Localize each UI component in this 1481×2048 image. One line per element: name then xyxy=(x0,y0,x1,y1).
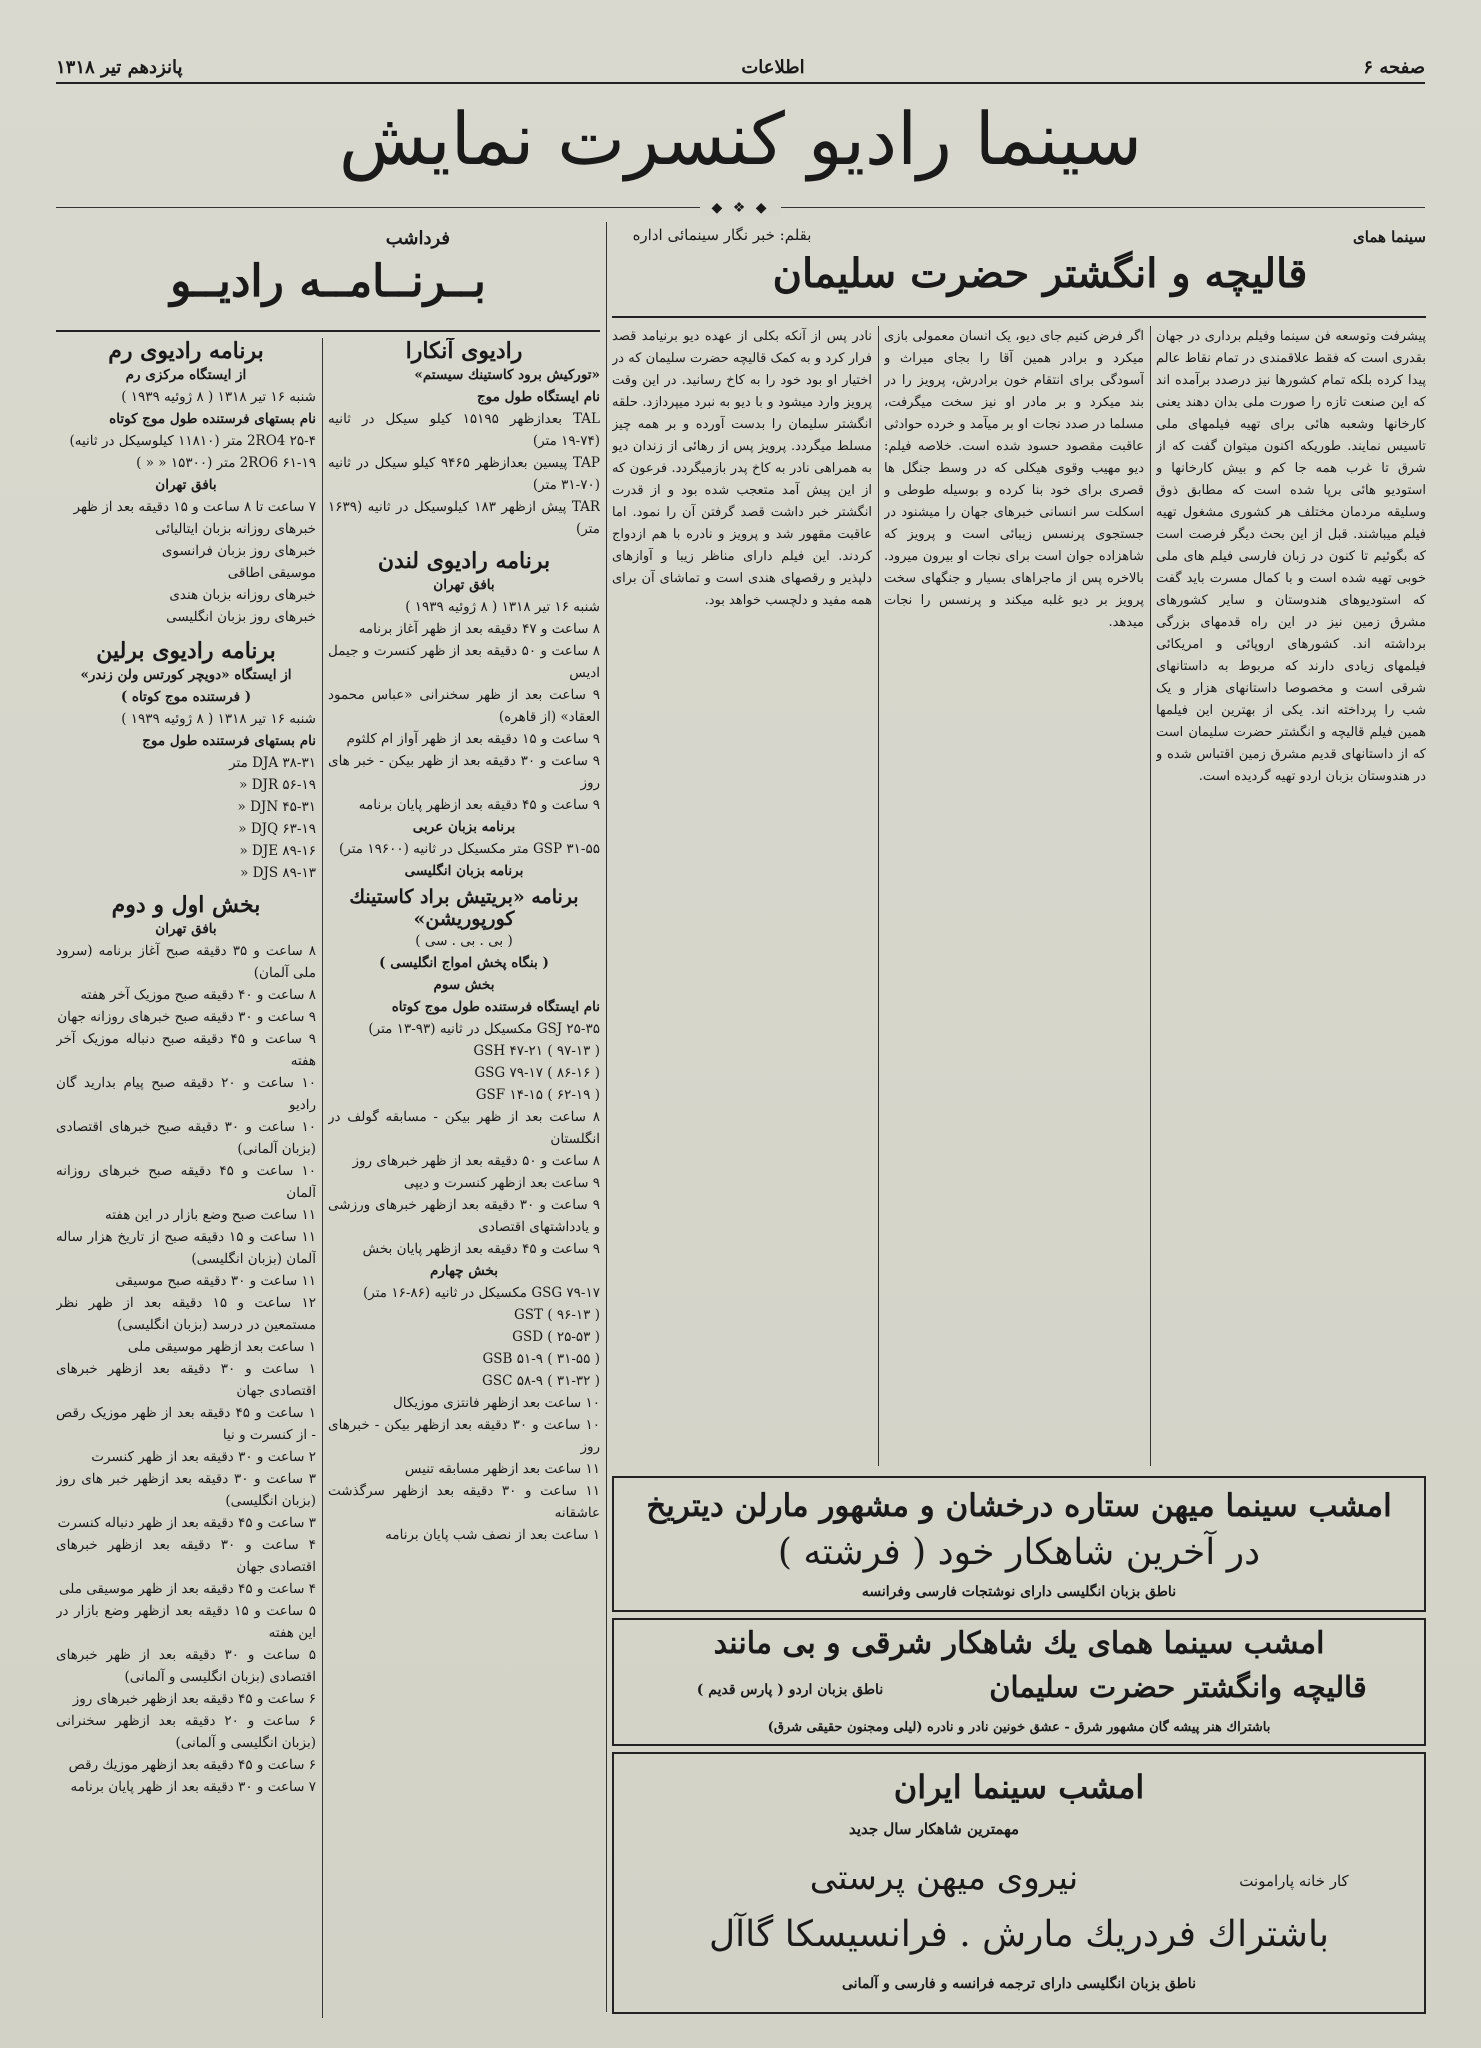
page-number: صفحه ۶ xyxy=(1363,57,1425,78)
ad3-film: نیروی میهن پرستی xyxy=(809,1858,1079,1898)
berlin-program-row: ۹ ساعت و ۳۰ دقیقه صبح خبرهای روزانه جهان xyxy=(57,1009,316,1025)
berlin-program-row: ۶ ساعت و ۲۰ دقیقه بعد ازظهر سخنرانی (بزبان انگلیسی و آلمانی) xyxy=(56,1713,316,1751)
berlin-program-row: ۷ ساعت و ۳۰ دقیقه بعد از ظهر پایان برنامه xyxy=(70,1779,316,1795)
ankara-station-row: TAR پیش ازظهر ۱۸۳ کیلوسیکل در ثانیه (۱۶۳۹ متر) xyxy=(328,499,600,537)
london-arabic: برنامه بزبان عربی xyxy=(412,819,516,835)
bbc-station-row: GSB ۵۱-۹ ( ۳۱-۵۵ ) xyxy=(482,1351,600,1367)
berlin-program-row: ۶ ساعت و ۴۵ دقیقه بعد ازظهر خبرهای روز xyxy=(72,1691,316,1707)
berlin-program-row: ۵ ساعت و ۳۰ دقیقه بعد از ظهر خبرهای اقتصادی (بزبان انگلیسی و آلمانی) xyxy=(56,1647,316,1685)
page-header xyxy=(56,48,1425,84)
radio-header xyxy=(56,226,600,326)
ad1-headline: امشب سینما میهن ستاره درخشان و مشهور مارلن دیتریخ xyxy=(646,1488,1392,1524)
rome-program-row: خبرهای روز بزبان انگلیسی xyxy=(166,609,316,625)
parts-title: بخش اول و دوم xyxy=(111,892,261,918)
bbc-sub1: ( بی . بی . سی ) xyxy=(415,933,513,949)
article-column-1: پیشرفت وتوسعه فن سینما وفیلم برداری در جهان بقدری است که فقط علاقمندی در تمام نقاط عالم پیدا کرده بلکه تمام کشورها نیز درصدد برآمده اند که این صنعت تازه را صورت ملی بدان دهند یعنی کارخانها وشعبه هائی برای تهیه فیلمهای ملی تاسیس نمایند. طوریکه اکنون میتوان گفت که از شرق تا غرب همه جا کم و بیش کارخانها و استودیو هائی برپا شده است که مطابق ذوق وسلیقه مردمان مختلف هر کشوری مشغول تهیه فیلم میباشند. قبل از این بحث دیگر فرصت است که بگوئیم تا کنون در زبان فارسی فیلم های ملی خوبی تهیه شده است و با کمال مسرت باید گفت که استودیوهای هندوستان و سایر کشورهای مشرق زمین نیز در این راه قدمهای بزرگی برداشته اند. کشورهای اروپائی و امریکائی فیلمهای زیادی دارند که مربوط به داستانهای شرقی است و مخصوصا داستانهای هزار و یک شب را پرداخته اند. یکی از بهترین این فیلمها همین فیلم قالیچه و انگشتر حضرت سلیمان است که از داستانهای قدیم مشرق زمین اقتباس شده و در هندوستان بزبان اردو تهیه گردیده است. xyxy=(1156,329,1426,784)
rome-title: برنامه رادیوی رم xyxy=(108,338,264,364)
ad2-language: ناطق بزبان اردو ( پارس قدیم ) xyxy=(696,1682,884,1698)
ad1-note: ناطق بزبان انگلیسی دارای نوشتجات فارسی وفرانسه xyxy=(861,1584,1177,1600)
bbc-station-row: GSF ۱۴-۱۵ ( ۶۲-۱۹ ) xyxy=(475,1087,600,1103)
berlin-program-row: ۱۰ ساعت و ۲۰ دقیقه صبح پیام بدارید گان رادیو xyxy=(56,1075,316,1113)
ankara-station-row: TAL بعدازظهر ۱۵۱۹۵ کیلو سیکل در ثانیه (۷۴-۱۹ متر) xyxy=(328,411,600,449)
bbc-program-row: ۸ ساعت و ۵۰ دقیقه بعد از ظهر خبرهای روز xyxy=(352,1153,600,1169)
bbc-station-row: GSG ۷۹-۱۷ مکسیکل در ثانیه (۸۶-۱۶ متر) xyxy=(363,1285,600,1301)
bbc-program-row: ۱۱ ساعت بعد ازظهر مسابقه تنیس xyxy=(404,1461,600,1477)
berlin-title: برنامه رادیوی برلین xyxy=(96,638,276,664)
rome-sub: بافق تهران xyxy=(155,477,217,493)
berlin-station-row: DJS ۸۹-۱۳ « xyxy=(240,865,316,881)
berlin-program-row: ۱ ساعت و ۴۵ دقیقه بعد از ظهر موزیک رقص - از کنسرت و نیا xyxy=(56,1405,316,1443)
masthead xyxy=(56,92,1425,187)
berlin-program-row: ۳ ساعت و ۳۰ دقیقه بعد ازظهر خبر های روز (بزبان انگلیسی) xyxy=(56,1471,316,1509)
berlin-program-row: ۹ ساعت و ۴۵ دقیقه صبح دنباله موزیک آخر هفته xyxy=(56,1031,316,1069)
rome-station-row: 2RO6 ۶۱-۱۹ متر (۱۵۳۰۰ « « ) xyxy=(136,455,316,471)
berlin-sub: ( فرستنده موج کوتاه ) xyxy=(120,689,252,705)
bbc-program-row: ۱۰ ساعت و ۳۰ دقیقه بعد ازظهر بیکن - خبرهای روز xyxy=(328,1417,600,1455)
bbc-program-row: ۱۱ ساعت و ۳۰ دقیقه بعد ازظهر سرگذشت عاشقانه xyxy=(328,1483,600,1521)
berlin-program-row: ۴ ساعت و ۴۵ دقیقه بعد از ظهر موسیقی ملی xyxy=(59,1581,316,1597)
berlin-program-row: ۱۱ ساعت و ۳۰ دقیقه صبح موسیقی xyxy=(115,1273,316,1289)
london-title: برنامه رادیوی لندن xyxy=(377,548,551,574)
london-program-row: ۹ ساعت و ۳۰ دقیقه بعد از ظهر بیکن - خبر های روز xyxy=(328,753,600,791)
bbc-program-row: ۹ ساعت و ۴۵ دقیقه بعد ازظهر پایان بخش xyxy=(362,1241,600,1257)
berlin-date: شنبه ۱۶ تیر ۱۳۱۸ ( ۸ ژوئیه ۱۹۳۹ ) xyxy=(121,711,316,727)
bbc-cols: نام ایستگاه فرستنده طول موج کوتاه xyxy=(391,999,600,1015)
berlin-program-row: ۸ ساعت و ۴۰ دقیقه صبح موزیک آخر هفته xyxy=(80,987,316,1003)
rome-program-row: ۷ ساعت تا ۸ ساعت و ۱۵ دقیقه بعد از ظهر xyxy=(73,499,316,515)
ad3-studio: کار خانه پارامونت xyxy=(1239,1872,1349,1890)
london-gsp: GSP ۳۱-۵۵ متر مکسیکل در ثانیه (۱۹۶۰۰ متر) xyxy=(339,841,600,857)
london-program-row: ۸ ساعت و ۴۷ دقیقه بعد از ظهر آغاز برنامه xyxy=(358,621,600,637)
bbc-station-row: GSG ۷۹-۱۷ ( ۸۶-۱۶ ) xyxy=(474,1065,600,1081)
bbc-part3: بخش سوم xyxy=(433,977,495,993)
berlin-program-row: ۶ ساعت و ۴۵ دقیقه بعد ازظهر موزیك رقص xyxy=(68,1757,316,1773)
rome-program-row: موسیقی اطاقی xyxy=(227,565,316,581)
newspaper-name: اطلاعات xyxy=(741,57,805,78)
article-title: قالیچه و انگشتر حضرت سلیمان xyxy=(772,250,1308,297)
parts-sub: بافق تهران xyxy=(155,921,217,937)
ad1-film: در آخرین شاهکار خود ( فرشته ) xyxy=(777,1532,1261,1573)
berlin-station-row: DJR ۵۶-۱۹ « xyxy=(239,777,316,793)
rome-station: از ایستگاه مرکزی رم xyxy=(125,367,247,383)
bbc-program-row: ۱۰ ساعت بعد ازظهر فانتزی موزیکال xyxy=(392,1395,600,1411)
issue-date: پانزدهم تیر ۱۳۱۸ xyxy=(56,57,183,78)
rome-date: شنبه ۱۶ تیر ۱۳۱۸ ( ۸ ژوئیه ۱۹۳۹ ) xyxy=(121,389,316,405)
berlin-program-row: ۱ ساعت بعد ازظهر موسیقی ملی xyxy=(127,1339,316,1355)
ad2-cast: باشتراك هنر پیشه گان مشهور شرق - عشق خونین نادر و نادره (لیلی ومجنون حقیقی شرق) xyxy=(767,1720,1271,1735)
berlin-program-row: ۱۱ ساعت صبح وضع بازار در این هفته xyxy=(105,1207,316,1223)
bbc-sub2: ( بنگاه پخش امواج انگلیسی ) xyxy=(379,955,549,971)
ad3-subtitle: مهمترین شاهکار سال جدید xyxy=(848,1820,1020,1838)
berlin-program-row: ۱۰ ساعت و ۴۵ دقیقه صبح خبرهای روزانه آلمان xyxy=(56,1163,316,1201)
ad3-note: ناطق بزبان انگلیسی دارای ترجمه فرانسه و فارسی و آلمانی xyxy=(842,1976,1196,1992)
article-column-3: نادر پس از آنکه بکلی از عهده دیو برنیامد قصد فرار کرد و به کمک قالیچه حضرت سلیمان که در اختیار او بود خود را به کاخ رسانید. در این وقت پرویز وارد میشود و با دیو به نبرد میپردازد. حلقه انگشتر سلیمان را بدست آورده و بر همه چیز مسلط میگردد. پرویز پس از رهائی از زندان دیو به همراهی نادر به کاخ پدر بازمیگردد. فرعون که از این پیش آمد متعجب شده بود و از قدرت انگشتر خبر داشت قصد گرفتن آن را نمود. اما عاقبت مقهور شد و پرویز و نادره با هم ازدواج کردند. این فیلم دارای مناظر زیبا و آوازهای دلپذیر و رقصهای هندی است و تماشای آن برای همه مفید و دلچسب خواهد بود. xyxy=(612,329,872,608)
ad-cinema-mihan xyxy=(612,1476,1426,1612)
ad2-headline: امشب سینما همای یك شاهکار شرقی و بی مانند xyxy=(713,1626,1325,1661)
bbc-program-row: ۸ ساعت بعد از ظهر بیکن - مسابقه گولف در انگلستان xyxy=(328,1109,600,1147)
berlin-program-row: ۱۰ ساعت و ۳۰ دقیقه صبح خبرهای اقتصادی (بزبان آلمانی) xyxy=(56,1119,316,1157)
bbc-station-row: GSD ( ۲۵-۵۳ ) xyxy=(512,1329,600,1345)
cinema-label: سینما همای xyxy=(1353,228,1426,246)
berlin-program-row: ۳ ساعت و ۴۵ دقیقه بعد از ظهر دنباله کنسرت xyxy=(57,1515,316,1531)
column-rule xyxy=(878,326,879,1466)
rome-program-row: خبرهای روز بزبان فرانسوی xyxy=(161,543,316,559)
bbc-station-row: GSC ۵۸-۹ ( ۳۱-۳۲ ) xyxy=(482,1373,600,1389)
ad2-film: قالیچه وانگشتر حضرت سلیمان xyxy=(989,1670,1367,1704)
ankara-title: رادیوی آنکارا xyxy=(405,338,523,364)
bbc-part4: بخش چهارم xyxy=(430,1263,498,1279)
london-program-row: ۸ ساعت و ۵۰ دقیقه بعد از ظهر کنسرت و جیمل ادیس xyxy=(328,643,600,681)
berlin-station-row: DJN ۴۵-۳۱ « xyxy=(237,799,316,815)
berlin-station: از ایستگاه «دویچر کورتس ولن زندر» xyxy=(80,667,292,683)
ankara-subtitle: «تورکیش برود کاستینك سیستم» xyxy=(414,367,600,383)
berlin-program-row: ۱۱ ساعت و ۱۵ دقیقه صبح از تاریخ هزار ساله آلمان (بزبان انگلیسی) xyxy=(56,1229,316,1267)
radio-rule xyxy=(56,330,600,332)
radio-title: بــرنــامــه رادیــو xyxy=(170,256,486,307)
title-rule xyxy=(612,316,1426,318)
bbc-station-row: GST ( ۹۶-۱۳ ) xyxy=(513,1307,600,1323)
radio-column-ankara-london xyxy=(328,338,600,2018)
ad-cinema-homa xyxy=(612,1618,1426,1746)
radio-column-rome-berlin xyxy=(56,338,316,2018)
ankara-cols: نام ایستگاه طول موج xyxy=(476,389,600,405)
berlin-program-row: ۱ ساعت و ۳۰ دقیقه بعد ازظهر خبرهای اقتصادی جهان xyxy=(56,1361,316,1399)
berlin-program-row: ۴ ساعت و ۳۰ دقیقه بعد ازظهر خبرهای اقتصادی جهان xyxy=(56,1537,316,1575)
rome-cols: نام بستهای فرستنده طول موج کوتاه xyxy=(109,411,316,427)
column-rule xyxy=(606,222,607,2012)
london-date: شنبه ۱۶ تیر ۱۳۱۸ ( ۸ ژوئیه ۱۹۳۹ ) xyxy=(405,599,600,615)
berlin-program-row: ۱۲ ساعت و ۱۵ دقیقه بعد از ظهر نظر مستمعین در درسد (بزبان انگلیسی) xyxy=(56,1295,316,1333)
berlin-program-row: ۸ ساعت و ۳۵ دقیقه صبح آغاز برنامه (سرود ملی آلمان) xyxy=(56,943,316,981)
london-sub: بافق تهران xyxy=(433,577,495,593)
london-english: برنامه بزبان انگلیسی xyxy=(404,863,524,879)
ad3-headline: امشب سینما ایران xyxy=(893,1768,1145,1806)
article-column-2: اگر فرض کنیم جای دیو، یک انسان معمولی بازی میکرد و برادر همین آقا را بجای میراث و آسودگی برای انتقام خون برادرش، پرویز را در بند میکرد و بر مادر او نیز سخت میگرفت، مسلما در صدد نجات او بر میآمد و خرده حوادثی عاقبت مقصود حسود شده است. خلاصه فیلم: دیو مهیب وقوی هیکلی که در وسط جنگل ها قصری برای خود بنا کرده و بوسیله طوطی و اسکلت سر انسانی خبرهای جهان را میشنود در جستجوی پرنسس زیبائی است و پرویز که شاهزاده جوان است برای نجات او بیرون میرود. بالاخره پس از ماجراهای بسیار و جنگهای سخت پرویز بر دیو غلبه میکند و پرنسس را نجات میدهد. xyxy=(884,329,1144,630)
berlin-program-row: ۵ ساعت و ۱۵ دقیقه بعد ازظهر وضع بازار در این هفته xyxy=(56,1603,316,1641)
berlin-cols: نام بستهای فرستنده طول موج xyxy=(142,733,316,749)
article-byline: بقلم: خبر نگار سینمائی اداره xyxy=(632,226,812,244)
ad-cinema-iran xyxy=(612,1752,1426,2014)
ornament-divider: ◆ ❖ ◆ xyxy=(56,200,1425,214)
bbc-title: برنامه «بریتیش براد کاستینك کورپوریشن» xyxy=(349,886,579,930)
berlin-station-row: DJE ۸۹-۱۶ « xyxy=(239,843,316,859)
berlin-program-row: ۲ ساعت و ۳۰ دقیقه بعد از ظهر کنسرت xyxy=(91,1449,316,1465)
bbc-program-row: ۱ ساعت بعد از نصف شب پایان برنامه xyxy=(385,1527,600,1543)
column-rule xyxy=(1150,326,1151,1466)
radio-kicker: فرداشب xyxy=(385,228,450,249)
rome-station-row: 2RO4 ۲۵-۴ متر (۱۱۸۱۰ کیلوسیکل در ثانیه) xyxy=(69,433,316,449)
berlin-station-row: DJA ۳۸-۳۱ متر xyxy=(229,755,316,771)
ankara-station-row: TAP پیسین بعدازظهر ۹۴۶۵ کیلو سیکل در ثانیه (۷۰-۳۱ متر) xyxy=(328,455,600,493)
london-program-row: ۹ ساعت بعد از ظهر سخنرانی «عباس محمود العقاد» (از قاهره) xyxy=(328,687,600,725)
rome-program-row: خبرهای روزانه بزبان ایتالیائی xyxy=(155,521,316,537)
column-rule xyxy=(322,338,323,2018)
rome-program-row: خبرهای روزانه بزبان هندی xyxy=(169,587,316,603)
bbc-program-row: ۹ ساعت بعد ازظهر کنسرت و دیپی xyxy=(403,1175,600,1191)
ad3-cast: باشتراك فردریك مارش . فرانسیسکا گاآل xyxy=(709,1914,1329,1955)
bbc-program-row: ۹ ساعت و ۳۰ دقیقه بعد ازظهر خبرهای ورزشی و یادداشتهای اقتصادی xyxy=(328,1197,600,1235)
london-program-row: ۹ ساعت و ۴۵ دقیقه بعد ازظهر پایان برنامه xyxy=(358,797,600,813)
bbc-station-row: GSJ ۲۵-۳۵ مکسیکل در ثانیه (۹۳-۱۳ متر) xyxy=(368,1021,600,1037)
berlin-station-row: DJQ ۶۳-۱۹ « xyxy=(238,821,316,837)
london-program-row: ۹ ساعت و ۱۵ دقیقه بعد از ظهر آواز ام کلثوم xyxy=(346,731,600,747)
bbc-station-row: GSH ۴۷-۲۱ ( ۹۷-۱۳ ) xyxy=(473,1043,600,1059)
masthead-title: سینما رادیو کنسرت نمایش xyxy=(338,97,1143,181)
